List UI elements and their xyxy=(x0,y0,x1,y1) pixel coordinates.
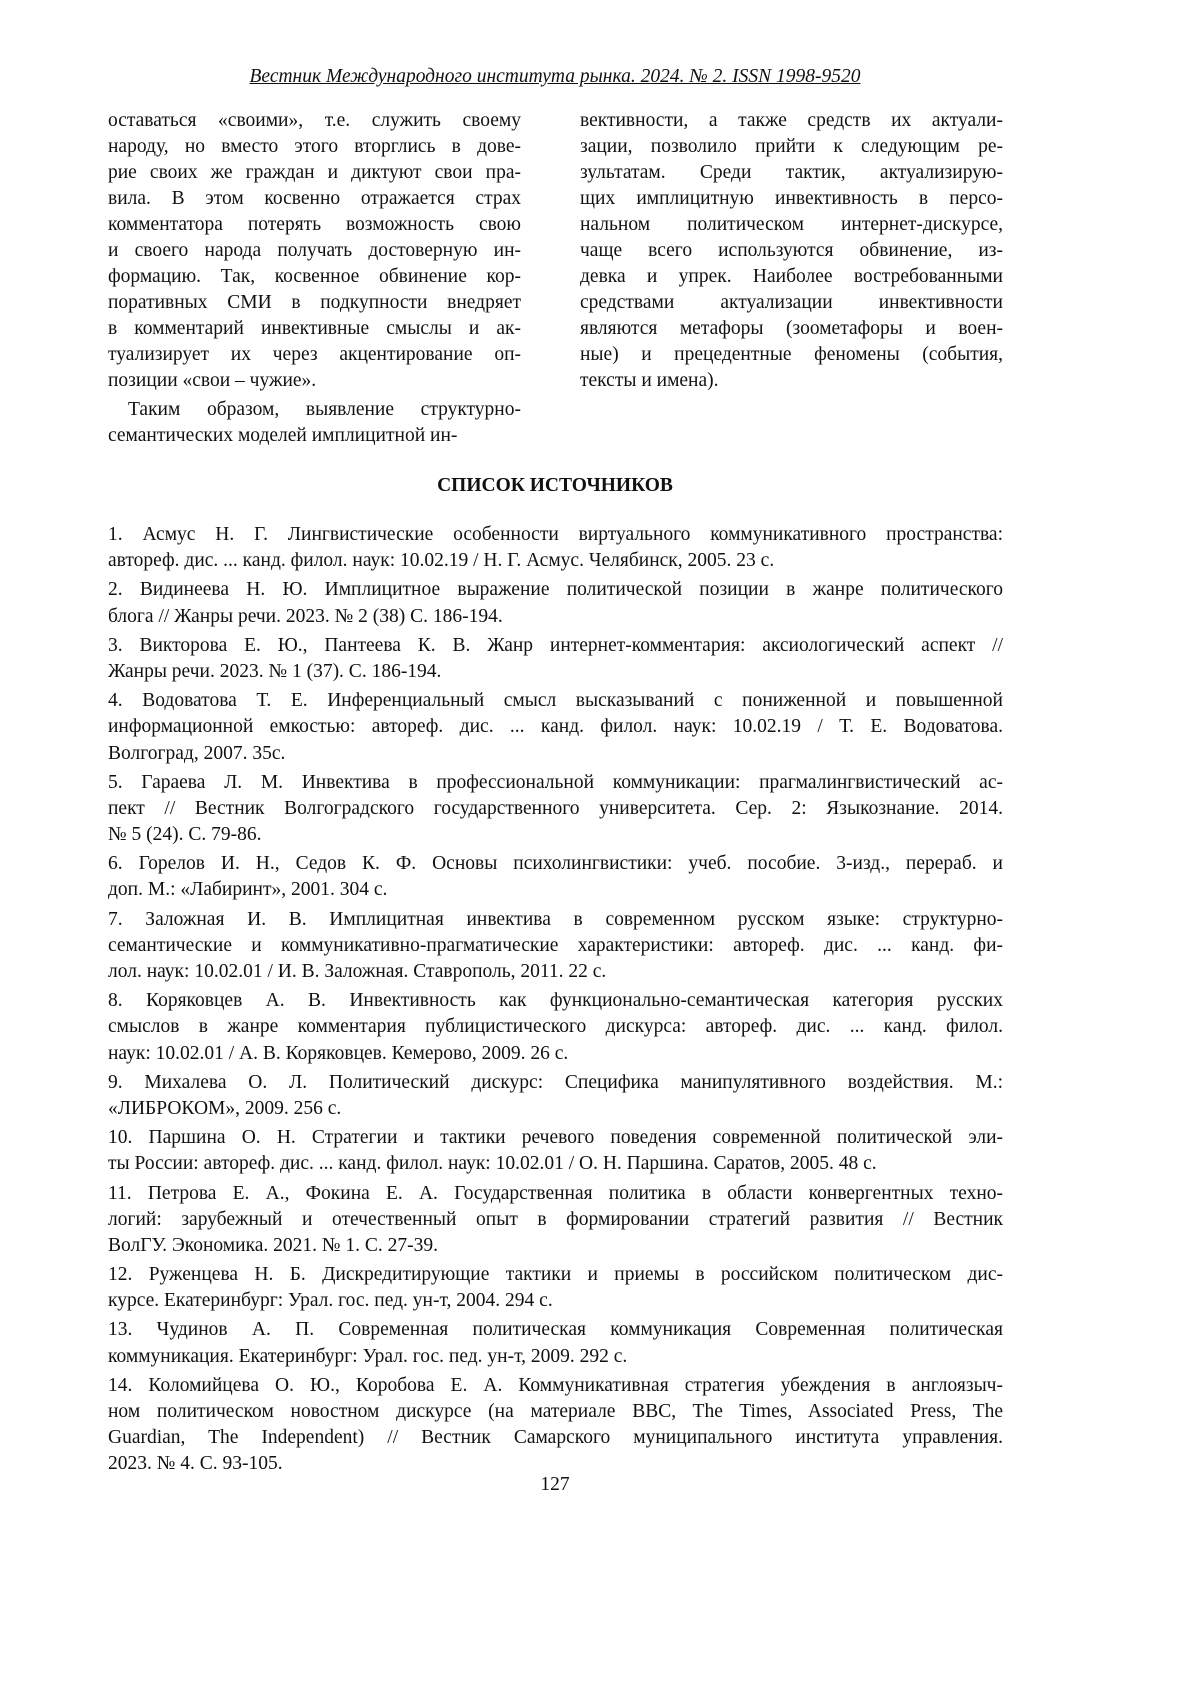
journal-header: Вестник Международного института рынка. 2024. № 2. ISSN 1998-9520 xyxy=(0,66,1110,88)
text-line: 11. Петрова Е. А., Фокина Е. А. Государственная политика в области конвергентных техно- xyxy=(108,1181,1003,1207)
text-line: 14. Коломийцева О. Ю., Коробова Е. А. Коммуникативная стратегия убеждения в англоязыч- xyxy=(108,1373,1003,1399)
paragraph xyxy=(108,397,521,449)
reference-item xyxy=(108,577,1003,629)
reference-item xyxy=(108,770,1003,849)
text-line: формацию. Так, косвенное обвинение кор- xyxy=(108,264,521,290)
left-column xyxy=(108,108,521,449)
paragraph xyxy=(580,108,1003,394)
reference-item xyxy=(108,522,1003,574)
text-line: курсе. Екатеринбург: Урал. гос. пед. ун-т, 2004. 294 с. xyxy=(108,1288,1003,1314)
references-heading: СПИСОК ИСТОЧНИКОВ xyxy=(0,475,1110,497)
text-line: блога // Жанры речи. 2023. № 2 (38) С. 186-194. xyxy=(108,604,1003,630)
text-line: девка и упрек. Наиболее востребованными xyxy=(580,264,1003,290)
reference-item xyxy=(108,1181,1003,1260)
reference-item xyxy=(108,1373,1003,1478)
text-line: логий: зарубежный и отечественный опыт в формировании стратегий развития // Вестник xyxy=(108,1207,1003,1233)
text-line: семантических моделей имплицитной ин- xyxy=(108,423,521,449)
text-line: 6. Горелов И. Н., Седов К. Ф. Основы психолингвистики: учеб. пособие. 3-изд., перераб. и xyxy=(108,851,1003,877)
text-line: 13. Чудинов А. П. Современная политическая коммуникация Современная политическая xyxy=(108,1317,1003,1343)
reference-item xyxy=(108,633,1003,685)
text-line: тексты и имена). xyxy=(580,368,1003,394)
text-line: Жанры речи. 2023. № 1 (37). С. 186-194. xyxy=(108,659,1003,685)
right-column xyxy=(580,108,1003,394)
reference-item xyxy=(108,1317,1003,1369)
text-line: 3. Викторова Е. Ю., Пантеева К. В. Жанр интернет-комментария: аксиологический аспект // xyxy=(108,633,1003,659)
text-line: ВолГУ. Экономика. 2021. № 1. С. 27-39. xyxy=(108,1233,1003,1259)
text-line: пект // Вестник Волгоградского государственного университета. Сер. 2: Языкознание. 2014. xyxy=(108,796,1003,822)
text-line: 10. Паршина О. Н. Стратегии и тактики речевого поведения современной политической эли- xyxy=(108,1125,1003,1151)
text-line: поративных СМИ в подкупности внедряет xyxy=(108,290,521,316)
reference-item xyxy=(108,1262,1003,1314)
text-line: 2023. № 4. С. 93-105. xyxy=(108,1451,1003,1477)
text-line: ном политическом новостном дискурсе (на материале BBC, The Times, Associated Press, The xyxy=(108,1399,1003,1425)
reference-item xyxy=(108,907,1003,986)
text-line: автореф. дис. ... канд. филол. наук: 10.02.19 / Н. Г. Асмус. Челябинск, 2005. 23 с. xyxy=(108,548,1003,574)
text-line: туализирует их через акцентирование оп- xyxy=(108,342,521,368)
text-line: щих имплицитную инвективность в персо- xyxy=(580,186,1003,212)
paragraph xyxy=(108,108,521,394)
text-line: 5. Гараева Л. М. Инвектива в профессиональной коммуникации: прагмалингвистический ас- xyxy=(108,770,1003,796)
text-line: коммуникация. Екатеринбург: Урал. гос. пед. ун-т, 2009. 292 с. xyxy=(108,1344,1003,1370)
text-line: средствами актуализации инвективности xyxy=(580,290,1003,316)
text-line: вективности, а также средств их актуали- xyxy=(580,108,1003,134)
text-line: лол. наук: 10.02.01 / И. В. Заложная. Ставрополь, 2011. 22 с. xyxy=(108,959,1003,985)
text-line: наук: 10.02.01 / А. В. Коряковцев. Кемерово, 2009. 26 с. xyxy=(108,1041,1003,1067)
text-line: 7. Заложная И. В. Имплицитная инвектива в современном русском языке: структурно- xyxy=(108,907,1003,933)
text-line: доп. М.: «Лабиринт», 2001. 304 с. xyxy=(108,877,1003,903)
text-line: 8. Коряковцев А. В. Инвективность как функционально-семантическая категория русских xyxy=(108,988,1003,1014)
text-line: народу, но вместо этого вторглись в дове- xyxy=(108,134,521,160)
references-list xyxy=(108,522,1003,1478)
text-line: Guardian, The Independent) // Вестник Самарского муниципального института управления. xyxy=(108,1425,1003,1451)
reference-item xyxy=(108,1125,1003,1177)
text-line: позиции «свои – чужие». xyxy=(108,368,521,394)
text-line: нальном политическом интернет-дискурсе, xyxy=(580,212,1003,238)
page-number: 127 xyxy=(0,1474,1110,1496)
text-line: 1. Асмус Н. Г. Лингвистические особенности виртуального коммуникативного пространства: xyxy=(108,522,1003,548)
text-line: Волгоград, 2007. 35с. xyxy=(108,741,1003,767)
text-line: являются метафоры (зоометафоры и воен- xyxy=(580,316,1003,342)
text-line: чаще всего используются обвинение, из- xyxy=(580,238,1003,264)
text-line: зации, позволило прийти к следующим ре- xyxy=(580,134,1003,160)
text-line: 12. Руженцева Н. Б. Дискредитирующие тактики и приемы в российском политическом дис- xyxy=(108,1262,1003,1288)
text-line: Таким образом, выявление структурно- xyxy=(108,397,521,423)
text-line: смыслов в жанре комментария публицистического дискурса: автореф. дис. ... канд. филол. xyxy=(108,1014,1003,1040)
text-line: комментатора потерять возможность свою xyxy=(108,212,521,238)
text-line: рие своих же граждан и диктуют свои пра- xyxy=(108,160,521,186)
reference-item xyxy=(108,851,1003,903)
text-line: ные) и прецедентные феномены (события, xyxy=(580,342,1003,368)
reference-item xyxy=(108,688,1003,767)
text-line: ты России: автореф. дис. ... канд. филол. наук: 10.02.01 / О. Н. Паршина. Саратов, 2005. 48 с. xyxy=(108,1151,1003,1177)
text-line: информационной емкостью: автореф. дис. ... канд. филол. наук: 10.02.19 / Т. Е. Водоватова. xyxy=(108,714,1003,740)
text-line: оставаться «своими», т.е. служить своему xyxy=(108,108,521,134)
text-line: «ЛИБРОКОМ», 2009. 256 с. xyxy=(108,1096,1003,1122)
text-line: зультатам. Среди тактик, актуализирую- xyxy=(580,160,1003,186)
text-line: и своего народа получать достоверную ин- xyxy=(108,238,521,264)
text-line: в комментарий инвективные смыслы и ак- xyxy=(108,316,521,342)
reference-item xyxy=(108,1070,1003,1122)
text-line: 2. Видинеева Н. Ю. Имплицитное выражение политической позиции в жанре политического xyxy=(108,577,1003,603)
reference-item xyxy=(108,988,1003,1067)
text-line: семантические и коммуникативно-прагматические характеристики: автореф. дис. ... канд. фи- xyxy=(108,933,1003,959)
text-line: 9. Михалева О. Л. Политический дискурс: Специфика манипулятивного воздействия. М.: xyxy=(108,1070,1003,1096)
text-line: № 5 (24). С. 79-86. xyxy=(108,822,1003,848)
text-line: вила. В этом косвенно отражается страх xyxy=(108,186,521,212)
text-line: 4. Водоватова Т. Е. Инференциальный смысл высказываний с пониженной и повышенной xyxy=(108,688,1003,714)
